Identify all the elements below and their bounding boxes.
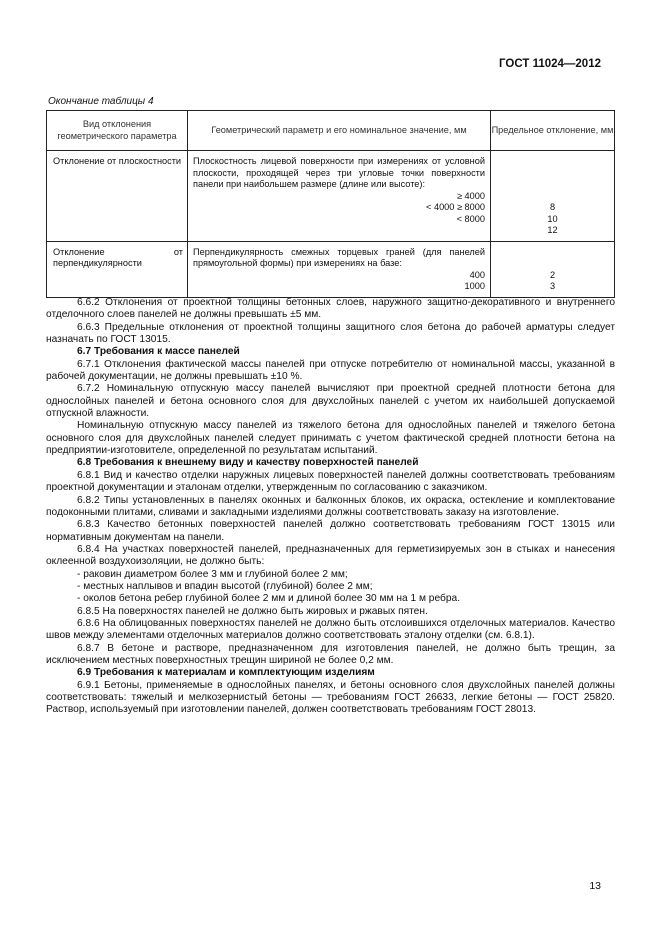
table-header-type: Вид отклонения геометрического параметра [47,111,188,151]
list-item: - местных наплывов и впадин высотой (глубиной) более 2 мм; [77,580,373,592]
paragraph-6-6-3: 6.6.3 Предельные отклонения от проектной толщины защитного слоя бетона до рабочей арматуры следует назначать по ГОСТ 13015. [46,321,615,346]
document-body [46,297,615,717]
page-number: 13 [589,880,601,892]
paragraph-6-8-1: 6.8.1 Вид и качество отделки наружных лицевых поверхностей панелей должны соответствовать требованиям проектной документации и эталонам отделки, утвержденным по согласованию с заказчиком. [46,469,615,494]
table-row [47,241,615,297]
list-item: - раковин диаметром более 3 мм и глубиной более 2 мм; [77,568,348,580]
table-header-param: Геометрический параметр и его номинальное значение, мм [188,111,491,151]
param-value: < 8000 [456,213,485,224]
param-value: 1000 [464,281,485,291]
param-text: Перпендикулярность смежных торцевых граней (для панелей прямоугольной формы) при измерениях на базе: [193,246,485,268]
document-code: ГОСТ 11024—2012 [499,58,601,70]
paragraph-6-8-4: 6.8.4 На участках поверхностей панелей, предназначенных для герметизируемых зон в стыках и нанесения оклеенной воздухоизоляции, не должно быть: [46,543,615,568]
param-value: ≥ 4000 [456,190,485,201]
paragraph-6-7-2-cont: Номинальную отпускную массу панелей из тяжелого бетона для однослойных панелей и тяжелого бетона основного слоя для двухслойных панелей следует принимать с учетом фактической средней плотности бетона на предприятии-изготовителе, определенной по результатам испытаний. [46,420,615,457]
limit-value: 8 [549,202,556,212]
paragraph-6-8-3: 6.8.3 Качество бетонных поверхностей панелей должно соответствовать требованиям ГОСТ 13015 или нормативным документам на панели. [46,519,615,543]
paragraph-6-8-7: 6.8.7 В бетоне и растворе, предназначенном для изготовления панелей, не должно быть трещин, за исключением местных поверхностных трещин шириной не более 0,2 мм. [46,642,615,666]
table-cell-type: Отклонение от плоскостности [47,151,188,242]
table-cell-type: Отклонение от перпендикулярности [47,241,188,297]
param-value: 400 [469,269,485,280]
limit-value: 3 [549,281,556,291]
section-heading-6-8: 6.8 Требования к внешнему виду и качеству поверхностей панелей [77,457,419,469]
table-cell-limit [491,151,615,242]
paragraph-6-6-2: 6.6.2 Отклонения от проектной толщины бетонных слоев, наружного защитно-декоративного и внутреннего отделочного слоев панелей не должны превышать ±5 мм. [46,297,615,321]
table-cell-param [188,151,491,242]
paragraph-6-8-6: 6.8.6 На облицованных поверхностях панелей не должно быть отслоившихся отделочных материалов. Качество швов между элементами отделочных материалов должно соответствовать эталону отделки (см. 6.8.1). [46,617,615,642]
section-heading-6-9: 6.9 Требования к материалам и комплектующим изделиям [77,667,375,679]
paragraph-6-8-5: 6.8.5 На поверхностях панелей не должно быть жировых и ржавых пятен. [77,605,428,617]
paragraph-6-9-1: 6.9.1 Бетоны, применяемые в однослойных панелях, и бетоны основного слоя двухслойных панелей должны соответствовать: тяжелый и мелкозернистый бетоны — требованиям ГОСТ 26633, легкие бетоны — ГОСТ 25820. Раствор, используемый при изготовлении панелей, должен соответствовать требованиям ГОСТ 28013. [46,679,615,716]
table-row [47,151,615,242]
limit-value: 12 [547,225,558,235]
table-header-limit: Предельное отклонение, мм [491,111,615,151]
table-header-row [47,111,615,151]
paragraph-6-7-2: 6.7.2 Номинальную отпускную массу панелей вычисляют при проектной средней плотности бетона для однослойных панелей и бетона основного слоя для двухслойных панелей с учетом их наибольшей допускаемой отпускной влажности. [46,383,615,420]
param-text: Плоскостность лицевой поверхности при измерениях от условной плоскости, проходящей через три угловые точки поверхности панели при наибольшем размере (длине или высоте): [193,156,485,189]
table-cell-limit [491,241,615,297]
paragraph-6-7-1: 6.7.1 Отклонения фактической массы панелей при отпуске потребителю от номинальной массы, указанной в рабочей документации, не должны превышать ±10 %. [46,358,615,383]
table-caption: Окончание таблицы 4 [48,96,154,107]
limit-value: 2 [549,269,556,280]
param-value: < 4000 ≥ 8000 [426,202,485,212]
section-heading-6-7: 6.7 Требования к массе панелей [77,346,240,358]
paragraph-6-8-2: 6.8.2 Типы установленных в панелях оконных и балконных блоков, их окраска, остекление и комплектование подоконными плитами, сливами и закладными изделиями должны соответствовать заказу на изготовление. [46,494,615,518]
table-cell-param [188,241,491,297]
deviation-table [46,110,615,298]
limit-value: 10 [547,213,558,224]
list-item: - околов бетона ребер глубиной более 2 мм и длиной более 30 мм на 1 м ребра. [77,593,461,605]
